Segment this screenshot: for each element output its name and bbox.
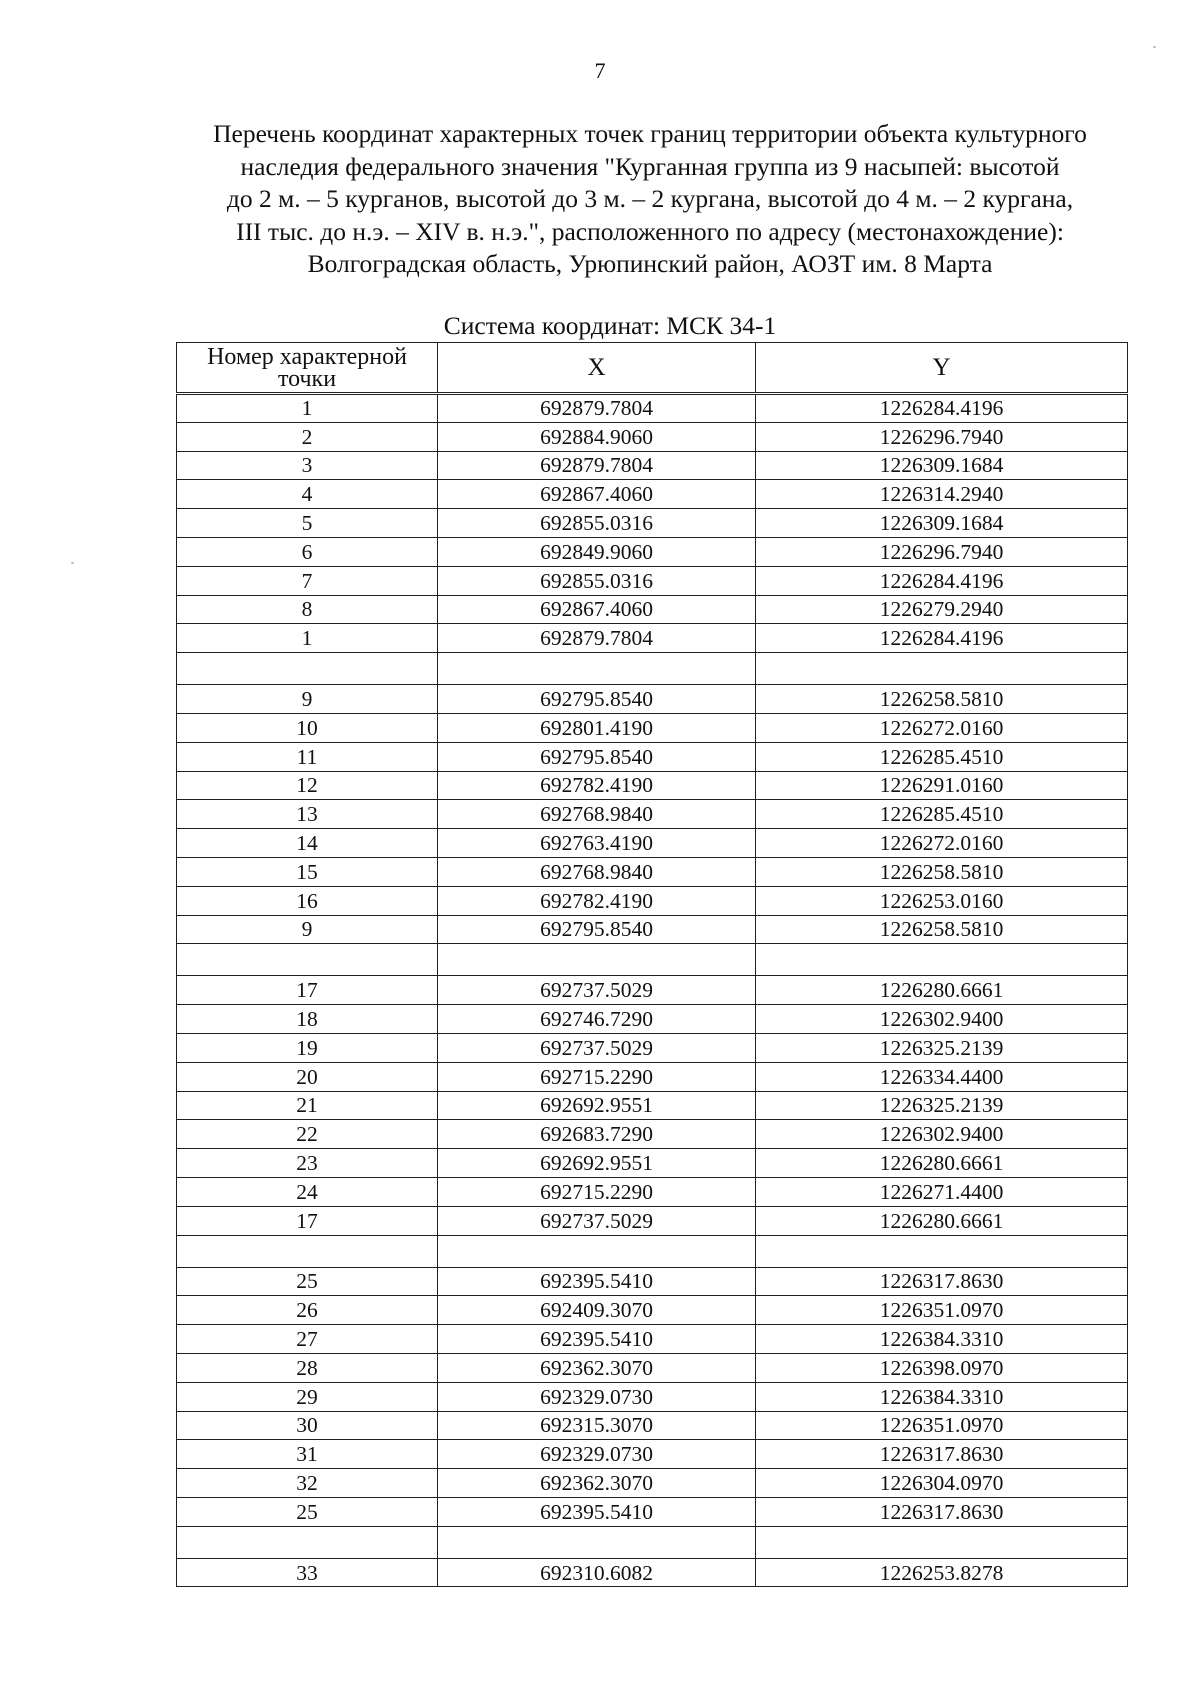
table-row bbox=[177, 1267, 1128, 1296]
x-cell: 692855.0316 bbox=[438, 509, 756, 538]
x-cell: 692737.5029 bbox=[438, 976, 756, 1005]
x-cell: 692782.4190 bbox=[438, 886, 756, 915]
x-cell bbox=[438, 1526, 756, 1558]
table-row bbox=[177, 1325, 1128, 1354]
x-cell: 692879.7804 bbox=[438, 624, 756, 653]
coordinate-system-caption: Система координат: МСК 34-1 bbox=[443, 311, 777, 340]
x-cell: 692849.9060 bbox=[438, 537, 756, 566]
point-number-cell: 20 bbox=[177, 1062, 438, 1091]
point-number-cell: 7 bbox=[177, 566, 438, 595]
point-number-cell: 9 bbox=[177, 685, 438, 714]
x-cell: 692763.4190 bbox=[438, 829, 756, 858]
y-cell: 1226302.9400 bbox=[756, 1005, 1128, 1034]
table-row bbox=[177, 537, 1128, 566]
point-number-cell: 21 bbox=[177, 1091, 438, 1120]
x-cell: 692395.5410 bbox=[438, 1325, 756, 1354]
x-cell bbox=[438, 1235, 756, 1267]
y-cell: 1226284.4196 bbox=[756, 394, 1128, 423]
point-number-cell: 3 bbox=[177, 451, 438, 480]
point-number-cell: 12 bbox=[177, 771, 438, 800]
x-cell: 692879.7804 bbox=[438, 394, 756, 423]
x-cell: 692795.8540 bbox=[438, 915, 756, 944]
x-cell bbox=[438, 944, 756, 976]
x-cell: 692715.2290 bbox=[438, 1062, 756, 1091]
table-row bbox=[177, 1177, 1128, 1206]
point-number-cell: 18 bbox=[177, 1005, 438, 1034]
table-row bbox=[177, 1206, 1128, 1235]
x-cell: 692782.4190 bbox=[438, 771, 756, 800]
table-row bbox=[177, 1005, 1128, 1034]
table-row bbox=[177, 480, 1128, 509]
title-line: наследия федерального значения "Курганная группа из 9 насыпей: высотой bbox=[240, 151, 1060, 181]
title-line: Перечень координат характерных точек границ территории объекта культурного bbox=[213, 119, 1087, 148]
point-number-cell: 4 bbox=[177, 480, 438, 509]
y-cell: 1226351.0970 bbox=[756, 1411, 1128, 1440]
point-number-cell: 27 bbox=[177, 1325, 438, 1354]
x-cell: 692395.5410 bbox=[438, 1497, 756, 1526]
table-row bbox=[177, 1120, 1128, 1149]
table-row bbox=[177, 422, 1128, 451]
x-cell: 692746.7290 bbox=[438, 1005, 756, 1034]
table-row bbox=[177, 1469, 1128, 1498]
table-separator-row bbox=[177, 653, 1128, 685]
point-number-cell bbox=[177, 944, 438, 976]
point-number-cell: 17 bbox=[177, 976, 438, 1005]
table-row bbox=[177, 1062, 1128, 1091]
x-cell: 692855.0316 bbox=[438, 566, 756, 595]
y-cell: 1226285.4510 bbox=[756, 800, 1128, 829]
table-separator-row bbox=[177, 1526, 1128, 1558]
table-row bbox=[177, 800, 1128, 829]
point-number-cell: 15 bbox=[177, 857, 438, 886]
y-cell: 1226272.0160 bbox=[756, 829, 1128, 858]
y-cell: 1226325.2139 bbox=[756, 1033, 1128, 1062]
header-y: Y bbox=[756, 343, 1128, 394]
y-cell: 1226258.5810 bbox=[756, 915, 1128, 944]
table-row bbox=[177, 1033, 1128, 1062]
x-cell: 692315.3070 bbox=[438, 1411, 756, 1440]
y-cell: 1226296.7940 bbox=[756, 537, 1128, 566]
y-cell: 1226296.7940 bbox=[756, 422, 1128, 451]
point-number-cell: 28 bbox=[177, 1353, 438, 1382]
y-cell: 1226314.2940 bbox=[756, 480, 1128, 509]
y-cell bbox=[756, 1526, 1128, 1558]
point-number-cell: 11 bbox=[177, 742, 438, 771]
header-point-number: Номер характерной точки bbox=[177, 343, 438, 394]
y-cell: 1226258.5810 bbox=[756, 685, 1128, 714]
y-cell: 1226309.1684 bbox=[756, 451, 1128, 480]
point-number-cell: 22 bbox=[177, 1120, 438, 1149]
point-number-cell: 24 bbox=[177, 1177, 438, 1206]
x-cell: 692692.9551 bbox=[438, 1149, 756, 1178]
scan-speck bbox=[1153, 46, 1156, 48]
y-cell: 1226302.9400 bbox=[756, 1120, 1128, 1149]
point-number-cell: 8 bbox=[177, 595, 438, 624]
point-number-cell: 30 bbox=[177, 1411, 438, 1440]
y-cell: 1226291.0160 bbox=[756, 771, 1128, 800]
table-row bbox=[177, 1382, 1128, 1411]
point-number-cell: 33 bbox=[177, 1558, 438, 1587]
point-number-cell: 23 bbox=[177, 1149, 438, 1178]
table-row bbox=[177, 857, 1128, 886]
scan-speck bbox=[71, 562, 74, 564]
table-row bbox=[177, 566, 1128, 595]
point-number-cell bbox=[177, 1235, 438, 1267]
y-cell: 1226271.4400 bbox=[756, 1177, 1128, 1206]
x-cell: 692692.9551 bbox=[438, 1091, 756, 1120]
point-number-cell bbox=[177, 1526, 438, 1558]
point-number-cell: 13 bbox=[177, 800, 438, 829]
point-number-cell: 25 bbox=[177, 1497, 438, 1526]
table-row bbox=[177, 1149, 1128, 1178]
point-number-cell: 19 bbox=[177, 1033, 438, 1062]
table-row bbox=[177, 1411, 1128, 1440]
table-row bbox=[177, 713, 1128, 742]
table-row bbox=[177, 394, 1128, 423]
y-cell: 1226258.5810 bbox=[756, 857, 1128, 886]
title-line: Волгоградская область, Урюпинский район, АОЗТ им. 8 Марта bbox=[307, 249, 993, 278]
y-cell bbox=[756, 944, 1128, 976]
x-cell: 692867.4060 bbox=[438, 595, 756, 624]
x-cell: 692329.0730 bbox=[438, 1382, 756, 1411]
y-cell: 1226284.4196 bbox=[756, 624, 1128, 653]
table-row bbox=[177, 771, 1128, 800]
y-cell bbox=[756, 653, 1128, 685]
coordinates-table bbox=[176, 342, 1128, 1587]
y-cell: 1226325.2139 bbox=[756, 1091, 1128, 1120]
point-number-cell: 31 bbox=[177, 1440, 438, 1469]
y-cell: 1226351.0970 bbox=[756, 1296, 1128, 1325]
y-cell: 1226284.4196 bbox=[756, 566, 1128, 595]
table-row bbox=[177, 1091, 1128, 1120]
table-row bbox=[177, 624, 1128, 653]
x-cell: 692409.3070 bbox=[438, 1296, 756, 1325]
point-number-cell: 1 bbox=[177, 394, 438, 423]
x-cell: 692715.2290 bbox=[438, 1177, 756, 1206]
point-number-cell: 2 bbox=[177, 422, 438, 451]
x-cell: 692795.8540 bbox=[438, 742, 756, 771]
table-row bbox=[177, 685, 1128, 714]
point-number-cell: 1 bbox=[177, 624, 438, 653]
y-cell: 1226280.6661 bbox=[756, 1149, 1128, 1178]
y-cell: 1226279.2940 bbox=[756, 595, 1128, 624]
table-header-row bbox=[177, 343, 1128, 394]
x-cell: 692310.6082 bbox=[438, 1558, 756, 1587]
table-row bbox=[177, 1440, 1128, 1469]
x-cell: 692329.0730 bbox=[438, 1440, 756, 1469]
y-cell: 1226398.0970 bbox=[756, 1353, 1128, 1382]
table-body bbox=[177, 394, 1128, 1587]
point-number-cell bbox=[177, 653, 438, 685]
table-separator-row bbox=[177, 1235, 1128, 1267]
y-cell: 1226280.6661 bbox=[756, 1206, 1128, 1235]
table-row bbox=[177, 451, 1128, 480]
point-number-cell: 6 bbox=[177, 537, 438, 566]
point-number-cell: 29 bbox=[177, 1382, 438, 1411]
header-x: X bbox=[438, 343, 756, 394]
x-cell: 692884.9060 bbox=[438, 422, 756, 451]
table-row bbox=[177, 1497, 1128, 1526]
y-cell: 1226280.6661 bbox=[756, 976, 1128, 1005]
table-row bbox=[177, 976, 1128, 1005]
y-cell: 1226285.4510 bbox=[756, 742, 1128, 771]
y-cell: 1226304.0970 bbox=[756, 1469, 1128, 1498]
y-cell: 1226334.4400 bbox=[756, 1062, 1128, 1091]
x-cell: 692737.5029 bbox=[438, 1033, 756, 1062]
x-cell: 692362.3070 bbox=[438, 1353, 756, 1382]
document-title bbox=[150, 118, 1150, 281]
y-cell: 1226253.0160 bbox=[756, 886, 1128, 915]
point-number-cell: 17 bbox=[177, 1206, 438, 1235]
x-cell: 692683.7290 bbox=[438, 1120, 756, 1149]
y-cell: 1226317.8630 bbox=[756, 1497, 1128, 1526]
x-cell bbox=[438, 653, 756, 685]
table-row bbox=[177, 1296, 1128, 1325]
x-cell: 692879.7804 bbox=[438, 451, 756, 480]
x-cell: 692801.4190 bbox=[438, 713, 756, 742]
x-cell: 692362.3070 bbox=[438, 1469, 756, 1498]
x-cell: 692768.9840 bbox=[438, 800, 756, 829]
y-cell: 1226384.3310 bbox=[756, 1382, 1128, 1411]
point-number-cell: 5 bbox=[177, 509, 438, 538]
x-cell: 692867.4060 bbox=[438, 480, 756, 509]
y-cell: 1226253.8278 bbox=[756, 1558, 1128, 1587]
title-line: до 2 м. – 5 курганов, высотой до 3 м. – 2 кургана, высотой до 4 м. – 2 кургана, bbox=[226, 184, 1074, 213]
point-number-cell: 25 bbox=[177, 1267, 438, 1296]
point-number-cell: 16 bbox=[177, 886, 438, 915]
table-row bbox=[177, 915, 1128, 944]
y-cell: 1226317.8630 bbox=[756, 1267, 1128, 1296]
point-number-cell: 26 bbox=[177, 1296, 438, 1325]
page-number: 7 bbox=[594, 58, 606, 83]
table-row bbox=[177, 742, 1128, 771]
y-cell: 1226272.0160 bbox=[756, 713, 1128, 742]
y-cell: 1226317.8630 bbox=[756, 1440, 1128, 1469]
y-cell: 1226309.1684 bbox=[756, 509, 1128, 538]
point-number-cell: 9 bbox=[177, 915, 438, 944]
point-number-cell: 32 bbox=[177, 1469, 438, 1498]
x-cell: 692795.8540 bbox=[438, 685, 756, 714]
table-row bbox=[177, 829, 1128, 858]
x-cell: 692395.5410 bbox=[438, 1267, 756, 1296]
point-number-cell: 10 bbox=[177, 713, 438, 742]
table-row bbox=[177, 1353, 1128, 1382]
table-separator-row bbox=[177, 944, 1128, 976]
point-number-cell: 14 bbox=[177, 829, 438, 858]
y-cell bbox=[756, 1235, 1128, 1267]
x-cell: 692768.9840 bbox=[438, 857, 756, 886]
y-cell: 1226384.3310 bbox=[756, 1325, 1128, 1354]
x-cell: 692737.5029 bbox=[438, 1206, 756, 1235]
title-line: III тыс. до н.э. – XIV в. н.э.", расположенного по адресу (местонахождение): bbox=[236, 216, 1064, 246]
table-row bbox=[177, 509, 1128, 538]
table-row bbox=[177, 595, 1128, 624]
table-row bbox=[177, 1558, 1128, 1587]
table-row bbox=[177, 886, 1128, 915]
